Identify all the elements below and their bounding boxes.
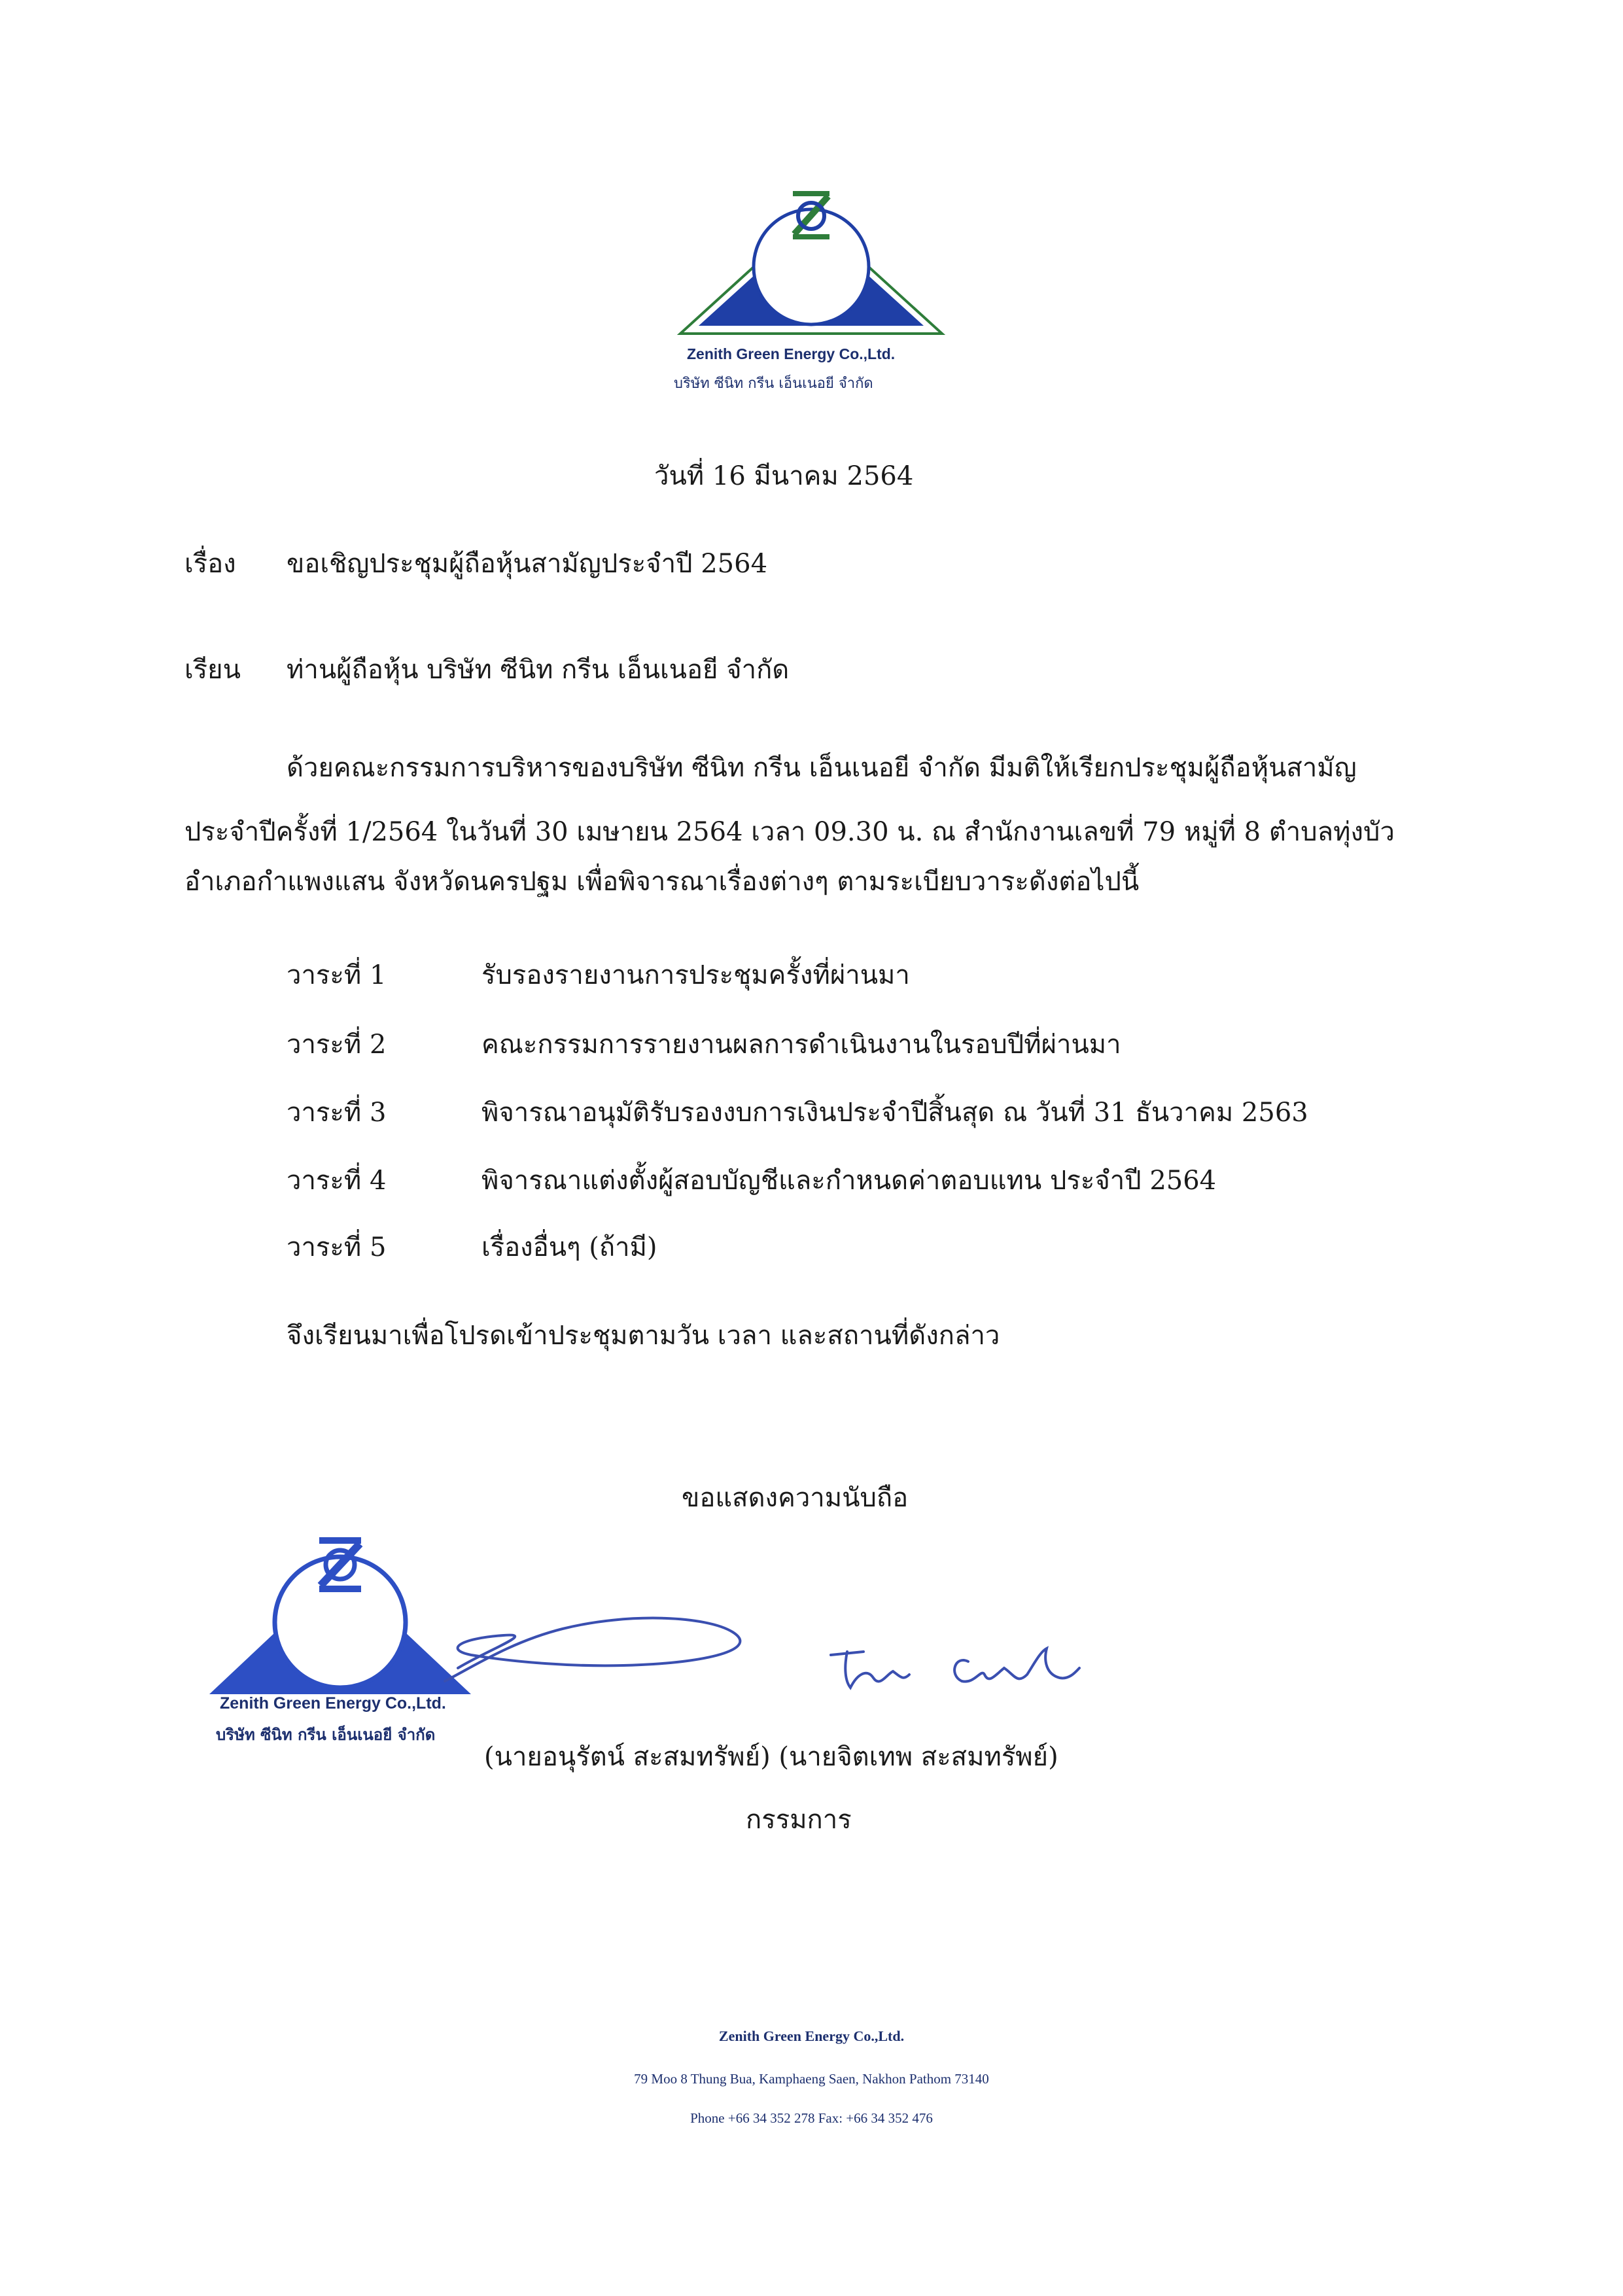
closing-line: จึงเรียนมาเพื่อโปรดเข้าประชุมตามวัน เวลา และสถานที่ดังกล่าว — [287, 1321, 1000, 1351]
signature-anurat-icon — [432, 1603, 772, 1694]
letter-date: วันที่ 16 มีนาคม 2564 — [654, 461, 914, 491]
agenda-text: เรื่องอื่นๆ (ถ้ามี) — [481, 1232, 657, 1262]
seal-company-name-en: Zenith Green Energy Co.,Ltd. — [220, 1694, 446, 1713]
agenda-label: วาระที่ 2 — [287, 1030, 387, 1060]
footer-company: Zenith Green Energy Co.,Ltd. — [718, 2028, 905, 2044]
letterhead-company-name-en: Zenith Green Energy Co.,Ltd. — [687, 345, 896, 362]
signature-jittep-icon — [818, 1629, 1106, 1701]
letterhead-company-name-th: บริษัท ซีนิท กรีน เอ็นเนอยี จำกัด — [674, 375, 873, 392]
agenda-text: พิจารณาแต่งตั้งผู้สอบบัญชีและกำหนดค่าตอบแทน ประจำปี 2564 — [481, 1166, 1217, 1196]
body-line: ประจำปีครั้งที่ 1/2564 ในวันที่ 30 เมษายน 2564 เวลา 09.30 น. ณ สำนักงานเลขที่ 79 หมู่ที่ 8 ตำบลทุ่งบัว — [184, 817, 1395, 847]
letterhead — [654, 183, 968, 399]
agenda-label: วาระที่ 4 — [287, 1166, 387, 1196]
subject-text: ขอเชิญประชุมผู้ถือหุ้นสามัญประจำปี 2564 — [287, 549, 768, 579]
regards: ขอแสดงความนับถือ — [682, 1483, 909, 1513]
recipient-text: ท่านผู้ถือหุ้น บริษัท ซีนิท กรีน เอ็นเนอยี จำกัด — [287, 655, 790, 685]
agenda-text: คณะกรรมการรายงานผลการดำเนินงานในรอบปีที่ผ่านมา — [481, 1030, 1121, 1060]
footer-address: 79 Moo 8 Thung Bua, Kamphaeng Saen, Nakhon Pathom 73140 — [634, 2071, 989, 2087]
seal-company-name-th: บริษัท ซีนิท กรีน เอ็นเนอยี จำกัด — [216, 1726, 436, 1744]
agenda-text: พิจารณาอนุมัติรับรองงบการเงินประจำปีสิ้นสุด ณ วันที่ 31 ธันวาคม 2563 — [481, 1098, 1308, 1128]
body-line: ด้วยคณะกรรมการบริหารของบริษัท ซีนิท กรีน เอ็นเนอยี จำกัด มีมติให้เรียกประชุมผู้ถือหุ้นสามัญ — [287, 753, 1357, 783]
agenda-label: วาระที่ 1 — [287, 960, 387, 990]
signatory-names: (นายอนุรัตน์ สะสมทรัพย์) (นายจิตเทพ สะสมทรัพย์) — [484, 1742, 1058, 1772]
signatory-title: กรรมการ — [746, 1805, 852, 1835]
subject-label: เรื่อง — [184, 549, 236, 579]
recipient-label: เรียน — [184, 655, 241, 685]
agenda-text: รับรองรายงานการประชุมครั้งที่ผ่านมา — [481, 960, 910, 990]
body-line: อำเภอกำแพงแสน จังหวัดนครปฐม เพื่อพิจารณาเรื่องต่างๆ ตามระเบียบวาระดังต่อไปนี้ — [184, 867, 1140, 897]
footer-contact: Phone +66 34 352 278 Fax: +66 34 352 476 — [690, 2110, 933, 2126]
agenda-label: วาระที่ 5 — [287, 1232, 387, 1262]
company-logo-icon — [654, 183, 968, 347]
agenda-label: วาระที่ 3 — [287, 1098, 387, 1128]
